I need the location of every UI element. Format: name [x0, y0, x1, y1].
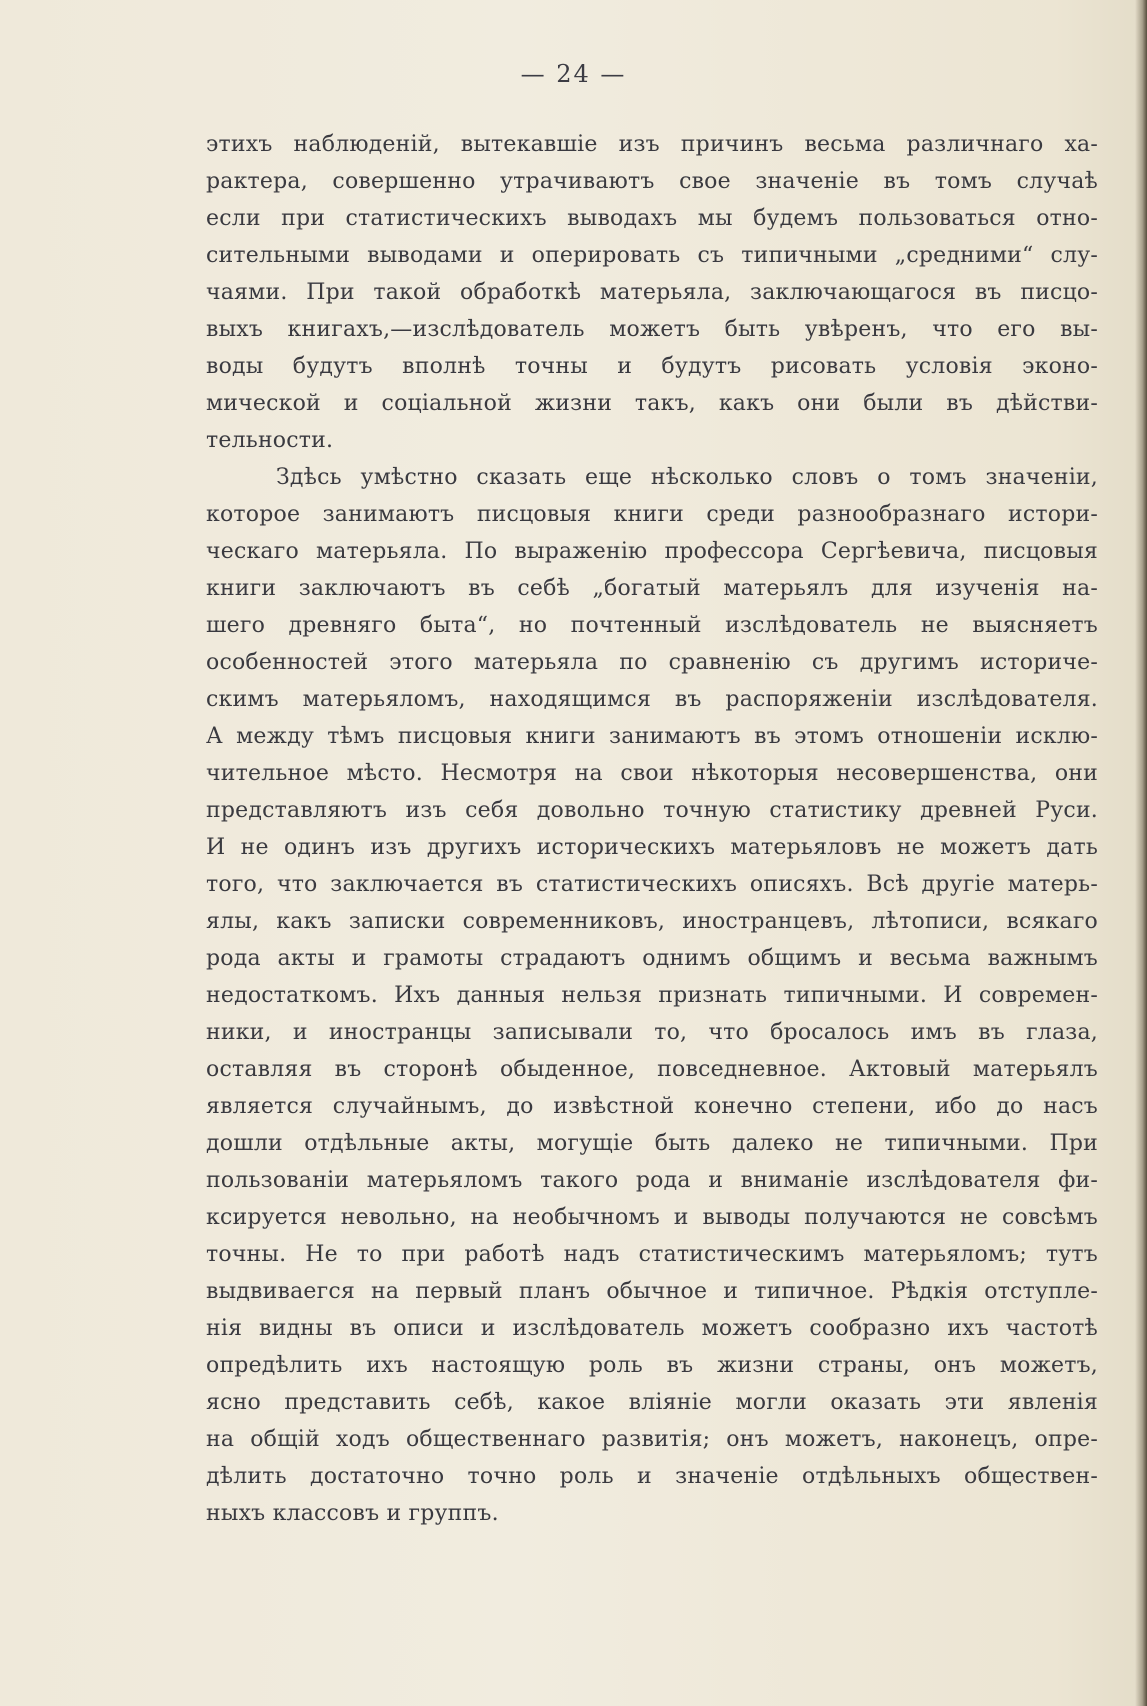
text-line: мической и соціальной жизни такъ, какъ они были въ дѣйстви- — [206, 391, 1098, 416]
text-line: ники, и иностранцы записывали то, что бросалось имъ въ глаза, — [206, 1020, 1098, 1045]
text-line: опредѣлить ихъ настоящую роль въ жизни страны, онъ можетъ, — [206, 1353, 1098, 1378]
text-line: тельности. — [206, 428, 334, 453]
text-line: скимъ матерьяломъ, находящимся въ распоряженіи изслѣдователя. — [206, 687, 1098, 712]
text-line: этихъ наблюденій, вытекавшіе изъ причинъ весьма различнаго ха- — [206, 132, 1098, 157]
text-line: выхъ книгахъ,—изслѣдователь можетъ быть увѣренъ, что его вы- — [206, 317, 1098, 342]
text-line: оставляя въ сторонѣ обыденное, повседневное. Актовый матерьялъ — [206, 1057, 1098, 1082]
text-line: является случайнымъ, до извѣстной конечно степени, ибо до насъ — [206, 1094, 1098, 1119]
text-line: недостаткомъ. Ихъ данныя нельзя признать типичными. И современ- — [206, 983, 1098, 1008]
text-line: А между тѣмъ писцовыя книги занимаютъ въ этомъ отношеніи исклю- — [206, 724, 1098, 749]
text-line: шего древняго быта“, но почтенный изслѣдователь не выясняетъ — [206, 613, 1098, 638]
text-line: рода акты и грамоты страдаютъ однимъ общимъ и весьма важнымъ — [206, 946, 1098, 971]
text-line: точны. Не то при работѣ надъ статистическимъ матерьяломъ; тутъ — [206, 1242, 1098, 1267]
page-edge-shadow — [1135, 0, 1147, 1706]
text-line: пользованіи матерьяломъ такого рода и вниманіе изслѣдователя фи- — [206, 1168, 1098, 1193]
paragraph — [206, 459, 1098, 1532]
page-number: — 24 — — [520, 60, 627, 88]
text-line: сительными выводами и оперировать съ типичными „средними“ слу- — [206, 243, 1098, 268]
body-text — [206, 126, 1098, 1532]
text-line: ческаго матерьяла. По выраженію профессора Сергѣевича, писцовыя — [206, 539, 1098, 564]
text-line: Здѣсь умѣстно сказать еще нѣсколько словъ о томъ значеніи, — [276, 465, 1098, 490]
text-line: дѣлить достаточно точно роль и значеніе отдѣльныхъ обществен- — [206, 1464, 1098, 1489]
text-line: которое занимаютъ писцовыя книги среди разнообразнаго истори- — [206, 502, 1098, 527]
text-line: ныхъ классовъ и группъ. — [206, 1501, 499, 1526]
text-line: рактера, совершенно утрачиваютъ свое значеніе въ томъ случаѣ — [206, 169, 1098, 194]
text-line: если при статистическихъ выводахъ мы будемъ пользоваться отно- — [206, 206, 1098, 231]
text-line: ялы, какъ записки современниковъ, иностранцевъ, лѣтописи, всякаго — [206, 909, 1098, 934]
text-line: И не одинъ изъ другихъ историческихъ матерьяловъ не можетъ дать — [206, 835, 1098, 860]
text-line: выдвиваегся на первый планъ обычное и типичное. Рѣдкія отступле- — [206, 1279, 1098, 1304]
text-line: ксируется невольно, на необычномъ и выводы получаются не совсѣмъ — [206, 1205, 1098, 1230]
text-line: того, что заключается въ статистическихъ описяхъ. Всѣ другіе матерь- — [206, 872, 1098, 897]
text-line: особенностей этого матерьяла по сравненію съ другимъ историче- — [206, 650, 1098, 675]
text-line: воды будутъ вполнѣ точны и будутъ рисовать условія эконо- — [206, 354, 1098, 379]
text-line: на общій ходъ общественнаго развитія; онъ можетъ, наконецъ, опре- — [206, 1427, 1098, 1452]
text-line: дошли отдѣльные акты, могущіе быть далеко не типичными. При — [206, 1131, 1098, 1156]
paragraph — [206, 126, 1098, 459]
text-line: ясно представить себѣ, какое вліяніе могли оказать эти явленія — [206, 1390, 1098, 1415]
text-line: чаями. При такой обработкѣ матерьяла, заключающагося въ писцо- — [206, 280, 1098, 305]
text-line: книги заключаютъ въ себѣ „богатый матерьялъ для изученія на- — [206, 576, 1098, 601]
text-line: представляютъ изъ себя довольно точную статистику древней Руси. — [206, 798, 1098, 823]
text-line: нія видны въ описи и изслѣдователь можетъ сообразно ихъ частотѣ — [206, 1316, 1098, 1341]
text-line: чительное мѣсто. Несмотря на свои нѣкоторыя несовершенства, они — [206, 761, 1098, 786]
